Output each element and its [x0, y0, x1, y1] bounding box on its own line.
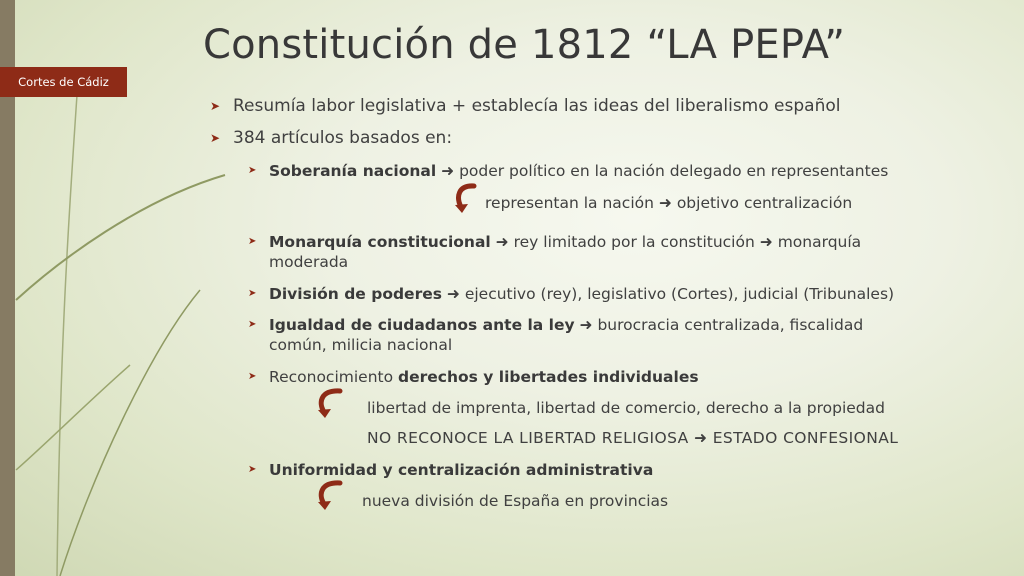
item-division-bold: División de poderes — [269, 285, 442, 303]
slide-title: Constitución de 1812 “LA PEPA” — [203, 22, 846, 68]
arrow-bullet-icon: ➤ — [248, 319, 257, 330]
right-arrow-icon: ➜ — [759, 233, 773, 251]
item-reconocimiento-plain: Reconocimiento — [269, 368, 394, 386]
right-arrow-icon: ➜ — [495, 233, 509, 251]
curved-arrow-icon — [314, 480, 344, 512]
arrow-bullet-icon: ➤ — [248, 464, 257, 475]
item-reconocimiento — [269, 367, 699, 387]
item-soberania-cont — [485, 193, 852, 213]
religion-a: NO RECONOCE LA LIBERTAD RELIGIOSA — [367, 429, 689, 447]
right-arrow-icon: ➜ — [693, 429, 708, 447]
item-uniformidad-bold: Uniformidad y centralización administrativa — [269, 461, 654, 479]
arrow-bullet-icon: ➤ — [210, 131, 221, 145]
item-provincias: nueva división de España en provincias — [362, 492, 669, 510]
item-libertades: libertad de imprenta, libertad de comercio, derecho a la propiedad — [367, 399, 885, 417]
arrow-bullet-icon: ➤ — [248, 165, 257, 176]
arrow-bullet-icon: ➤ — [210, 99, 221, 113]
right-arrow-icon: ➜ — [446, 285, 460, 303]
bullet-labor: Resumía labor legislativa + establecía las ideas del liberalismo español — [233, 96, 841, 116]
item-soberania-bold: Soberanía nacional — [269, 162, 437, 180]
item-igualdad-rest: burocracia centralizada, fiscalidad común, milicia nacional — [269, 316, 864, 354]
item-igualdad-bold: Igualdad de ciudadanos ante la ley — [269, 316, 575, 334]
arrow-bullet-icon: ➤ — [248, 236, 257, 247]
right-arrow-icon: ➜ — [658, 194, 672, 212]
item-igualdad — [269, 315, 909, 355]
section-tag: Cortes de Cádiz — [0, 67, 127, 97]
item-division-rest: ejecutivo (rey), legislativo (Cortes), judicial (Tribunales) — [464, 285, 895, 303]
arrow-bullet-icon: ➤ — [248, 371, 257, 382]
right-arrow-icon: ➜ — [579, 316, 593, 334]
religion-b: ESTADO CONFESIONAL — [712, 429, 899, 447]
arrow-bullet-icon: ➤ — [248, 288, 257, 299]
item-soberania-rest: poder político en la nación delegado en representantes — [459, 162, 889, 180]
item-monarquia — [269, 232, 889, 272]
item-uniformidad — [269, 460, 653, 480]
item-reconocimiento-bold: derechos y libertades individuales — [398, 368, 699, 386]
soberania-cont-a: representan la nación — [485, 194, 654, 212]
item-division — [269, 284, 894, 304]
item-monarquia-a: rey limitado por la constitución — [513, 233, 755, 251]
item-monarquia-b: monarquía moderada — [269, 233, 862, 271]
right-arrow-icon: ➜ — [441, 162, 455, 180]
soberania-cont-b: objetivo centralización — [676, 194, 853, 212]
curved-arrow-icon — [452, 183, 478, 215]
item-monarquia-bold: Monarquía constitucional — [269, 233, 491, 251]
item-soberania — [269, 161, 888, 181]
bullet-articulos: 384 artículos basados en: — [233, 128, 453, 148]
curved-arrow-icon — [314, 388, 344, 420]
item-religion — [367, 428, 898, 448]
